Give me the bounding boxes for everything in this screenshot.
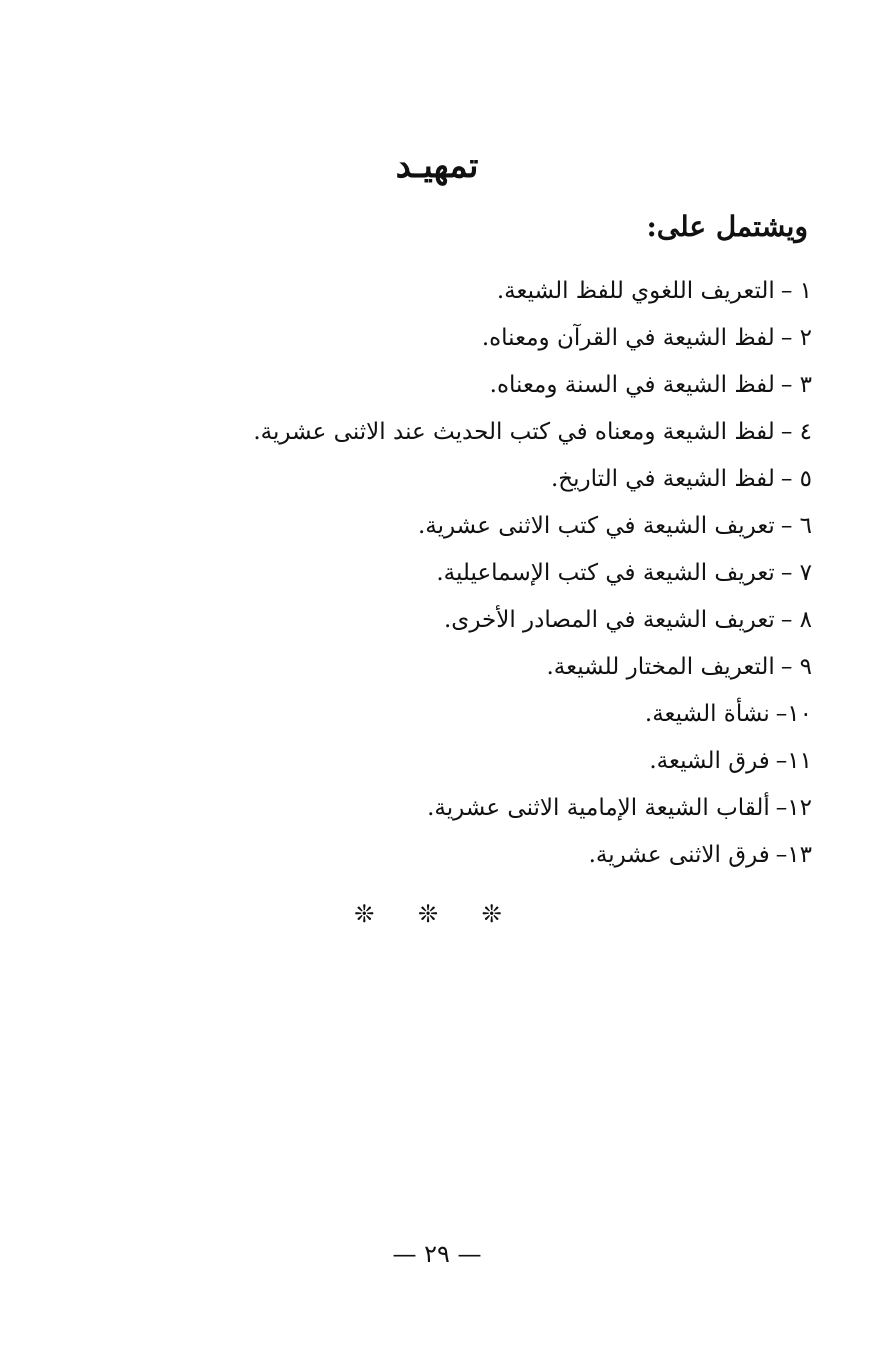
item-text: تعريف الشيعة في المصادر الأخرى. xyxy=(444,607,775,633)
item-number: ٩ – xyxy=(780,654,812,680)
section-separator: ❊ ❊ ❊ xyxy=(354,900,520,928)
item-number: ١١– xyxy=(775,748,812,774)
item-text: التعريف اللغوي للفظ الشيعة. xyxy=(496,278,775,304)
section-subtitle: ويشتمل على: xyxy=(646,210,808,243)
item-text: لفظ الشيعة ومعناه في كتب الحديث عند الاثنى عشرية. xyxy=(253,419,775,445)
list-item xyxy=(253,785,812,832)
item-text: فرق الاثنى عشرية. xyxy=(588,842,770,868)
item-text: ألقاب الشيعة الإمامية الاثنى عشرية. xyxy=(427,795,770,821)
list-item xyxy=(253,738,812,785)
item-number: ٤ – xyxy=(780,419,812,445)
list-item xyxy=(253,315,812,362)
item-text: لفظ الشيعة في القرآن ومعناه. xyxy=(481,325,775,351)
item-text: تعريف الشيعة في كتب الإسماعيلية. xyxy=(436,560,775,586)
topic-list xyxy=(253,268,812,879)
list-item xyxy=(253,832,812,879)
item-text: لفظ الشيعة في السنة ومعناه. xyxy=(489,372,775,398)
list-item xyxy=(253,550,812,597)
list-item xyxy=(253,362,812,409)
item-number: ٣ – xyxy=(780,372,812,398)
item-number: ٨ – xyxy=(780,607,812,633)
item-text: فرق الشيعة. xyxy=(649,748,770,774)
list-item xyxy=(253,503,812,550)
item-number: ١٣– xyxy=(775,842,812,868)
item-number: ٢ – xyxy=(780,325,812,351)
item-text: نشأة الشيعة. xyxy=(644,701,770,727)
item-number: ٥ – xyxy=(780,466,812,492)
list-item xyxy=(253,456,812,503)
list-item xyxy=(253,409,812,456)
item-number: ٧ – xyxy=(780,560,812,586)
item-text: التعريف المختار للشيعة. xyxy=(546,654,775,680)
item-number: ٦ – xyxy=(780,513,812,539)
item-number: ١٢– xyxy=(775,795,812,821)
item-text: لفظ الشيعة في التاريخ. xyxy=(550,466,775,492)
list-item xyxy=(253,268,812,315)
page-title: تمهيـد xyxy=(395,146,479,186)
list-item xyxy=(253,597,812,644)
item-text: تعريف الشيعة في كتب الاثنى عشرية. xyxy=(417,513,775,539)
list-item xyxy=(253,644,812,691)
item-number: ١ – xyxy=(780,278,812,304)
item-number: ١٠– xyxy=(775,701,812,727)
page-number: — ٢٩ — xyxy=(392,1240,482,1268)
list-item xyxy=(253,691,812,738)
